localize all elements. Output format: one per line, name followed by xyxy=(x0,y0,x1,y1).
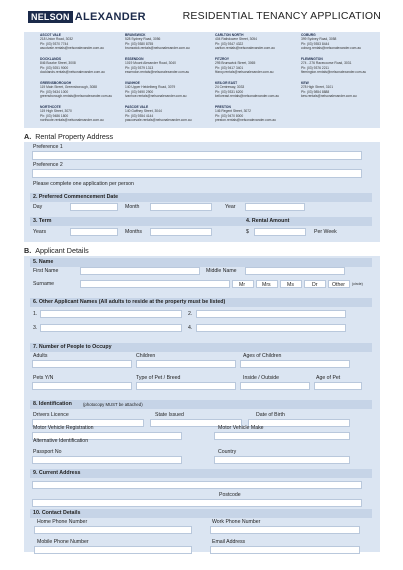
office-name: KEW xyxy=(301,81,309,85)
other-applicant-4-label: 4. xyxy=(188,325,193,331)
per-week-label: Per Week xyxy=(314,229,337,235)
email-field[interactable] xyxy=(210,546,360,554)
office-address: 528 Sydney Road, 3056 xyxy=(125,37,161,42)
office-directory xyxy=(24,32,380,128)
office-name: ASCOT VALE xyxy=(40,33,62,37)
other-applicant-2-label: 2. xyxy=(188,311,193,317)
office-email: fitzroy.rentals@nelsonalexander.com.au xyxy=(215,69,274,74)
office-entry xyxy=(301,57,387,74)
preference-2-label: Preference 2 xyxy=(33,162,63,168)
other-applicant-4-field[interactable] xyxy=(196,324,346,332)
office-email: ascotvale.rentals@nelsonalexander.com.au xyxy=(40,45,104,50)
contact-heading: 10. Contact Details xyxy=(33,510,81,516)
months-label: Months xyxy=(125,229,143,235)
office-phone: Ph: (03) 9490 2900 xyxy=(125,89,154,94)
contact-band xyxy=(30,509,372,518)
other-applicant-1-label: 1. xyxy=(33,311,38,317)
ages-of-children-label: Ages of Children xyxy=(243,353,282,359)
section-a-heading xyxy=(24,132,113,141)
address-band xyxy=(30,469,372,478)
state-issued-label: State Issued xyxy=(155,412,184,418)
office-address: 1019 Mount Alexander Road, 3040 xyxy=(125,61,176,66)
office-entry xyxy=(125,57,211,74)
office-email: kew.rentals@nelsonalexander.com.au xyxy=(301,93,357,98)
section-b-heading xyxy=(24,246,89,255)
term-heading: 3. Term xyxy=(33,218,52,224)
other-applicant-3-label: 3. xyxy=(33,325,38,331)
surname-label: Surname xyxy=(33,281,55,287)
office-name: FITZROY xyxy=(215,57,230,61)
email-label: Email Address xyxy=(212,539,246,545)
office-entry xyxy=(125,33,211,50)
office-entry xyxy=(40,33,126,50)
vehicle-registration-label: Motor Vehicle Registration xyxy=(33,425,94,431)
name-heading: 5. Name xyxy=(33,259,54,265)
dollar-label: $ xyxy=(246,229,249,235)
month-label: Month xyxy=(125,204,140,210)
section-a-title: Rental Property Address xyxy=(35,132,114,141)
office-phone: Ph: (03) 9353 8444 xyxy=(301,41,330,46)
date-of-birth-label: Date of Birth xyxy=(256,412,285,418)
preference-1-label: Preference 1 xyxy=(33,144,63,150)
one-application-note: Please complete one application per person xyxy=(33,181,134,187)
office-email: flemington.rentals@nelsonalexander.com.au xyxy=(301,69,367,74)
office-address: 399 Sydney Road, 3058 xyxy=(301,37,337,42)
office-phone: Ph: (03) 9370 7744 xyxy=(40,41,69,46)
middle-name-label: Middle Name xyxy=(206,268,237,274)
title-mr-label: Mr xyxy=(239,282,246,288)
vehicle-make-field[interactable] xyxy=(214,432,350,440)
office-email: docklands.rentals@nelsonalexander.com.au xyxy=(40,69,105,74)
logo-right: ALEXANDER xyxy=(74,10,146,23)
mobile-phone-label: Mobile Phone Number xyxy=(37,539,89,545)
rental-amount-field[interactable] xyxy=(254,228,306,236)
office-address: 295 Brunswick Street, 3065 xyxy=(215,61,256,66)
inside-outside-field[interactable] xyxy=(240,382,310,390)
office-email: coburg.rentals@nelsonalexander.com.au xyxy=(301,45,361,50)
preference-1-field[interactable] xyxy=(32,151,362,160)
office-phone: Ph: (03) 9380 8755 xyxy=(125,41,154,46)
office-address: 278 High Street, 3101 xyxy=(301,85,334,90)
work-phone-label: Work Phone Number xyxy=(212,519,261,525)
alternative-id-label: Alternative Identification xyxy=(33,438,89,444)
office-phone: Ph: (03) 9434 1000 xyxy=(40,89,69,94)
office-name: CARLTON NORTH xyxy=(215,33,244,37)
day-field[interactable] xyxy=(70,203,118,211)
office-email: brunswick.rentals@nelsonalexander.com.au xyxy=(125,45,190,50)
surname-field[interactable] xyxy=(80,280,230,288)
office-email: northcote.rentals@nelsonalexander.com.au xyxy=(40,117,104,122)
section-b-letter: B. xyxy=(24,246,32,255)
children-field[interactable] xyxy=(136,360,236,368)
office-address: 119 Main Street, Greensborough, 3088 xyxy=(40,85,97,90)
home-phone-field[interactable] xyxy=(34,526,192,534)
term-rental-band xyxy=(30,217,372,226)
office-address: 846 Bourke Street, 3008 xyxy=(40,61,76,66)
inside-outside-label: Inside / Outside xyxy=(243,375,280,381)
work-phone-field[interactable] xyxy=(210,526,360,534)
month-field[interactable] xyxy=(150,203,212,211)
preference-2-field[interactable] xyxy=(32,169,362,178)
office-address: 140 Gaffney Street, 3044 xyxy=(125,109,162,114)
first-name-label: First Name xyxy=(33,268,59,274)
office-entry xyxy=(40,105,126,122)
title-dr-option[interactable] xyxy=(304,280,326,288)
office-phone: Ph: (03) 9470 8000 xyxy=(215,113,244,118)
title-other-option[interactable] xyxy=(328,280,350,288)
office-name: DOCKLANDS xyxy=(40,57,62,61)
pet-type-label: Type of Pet / Breed xyxy=(136,375,181,381)
office-address: 218 Union Road, 3032 xyxy=(40,37,73,42)
office-address: 24 Centreway, 3033 xyxy=(215,85,245,90)
circle-note: (circle) xyxy=(352,282,363,286)
other-applicant-2-field[interactable] xyxy=(196,310,346,318)
office-email: carlton.rentals@nelsonalexander.com.au xyxy=(215,45,275,50)
postcode-label: Postcode xyxy=(219,492,241,498)
country-field[interactable] xyxy=(214,456,350,464)
office-phone: Ph: (03) 9379 1313 xyxy=(125,65,154,70)
identification-note: (photocopy MUST be attached) xyxy=(83,402,143,407)
office-entry xyxy=(40,57,126,74)
vehicle-make-label: Motor Vehicle Make xyxy=(218,425,264,431)
other-applicants-heading: 6. Other Applicant Names (All adults to reside at the property must be listed) xyxy=(33,299,226,305)
office-name: COBURG xyxy=(301,33,316,37)
years-field[interactable] xyxy=(70,228,118,236)
address-line-1-field[interactable] xyxy=(32,481,362,489)
passport-field[interactable] xyxy=(32,456,182,464)
title-mrs-label: Mrs xyxy=(262,282,271,288)
year-field[interactable] xyxy=(245,203,305,211)
office-name: IVANHOE xyxy=(125,81,140,85)
office-address: 140 Upper Heidelberg Road, 3079 xyxy=(125,85,176,90)
section-b-title: Applicant Details xyxy=(35,246,89,255)
office-name: GREENSBOROUGH xyxy=(40,81,72,85)
drivers-licence-label: Drivers Licence xyxy=(33,412,69,418)
office-entry xyxy=(301,81,387,98)
office-phone: Ph: (03) 9347 4322 xyxy=(215,41,244,46)
office-name: PRESTON xyxy=(215,105,231,109)
office-phone: Ph: (03) 9376 2211 xyxy=(301,65,329,70)
home-phone-label: Home Phone Number xyxy=(37,519,88,525)
page-title: RESIDENTIAL TENANCY APPLICATION xyxy=(182,10,381,22)
pets-field[interactable] xyxy=(32,382,132,390)
section-a-letter: A. xyxy=(24,132,32,141)
office-phone: Ph: (03) 9854 8888 xyxy=(301,89,330,94)
age-of-pet-field[interactable] xyxy=(314,382,362,390)
office-entry xyxy=(215,33,301,50)
office-name: FLEMINGTON xyxy=(301,57,323,61)
passport-label: Passport No xyxy=(33,449,62,455)
office-phone: Ph: (03) 9486 1800 xyxy=(40,113,69,118)
office-email: pascoevale.rentals@nelsonalexander.com.au xyxy=(125,117,192,122)
office-email: ivanhoe.rentals@nelsonalexander.com.au xyxy=(125,93,187,98)
other-applicant-3-field[interactable] xyxy=(40,324,182,332)
title-ms-label: Ms xyxy=(287,282,294,288)
occupy-heading: 7. Number of People to Occupy xyxy=(33,344,112,350)
office-name: BRUNSWICK xyxy=(125,33,146,37)
office-phone: Ph: (03) 9251 9000 xyxy=(40,65,69,70)
adults-field[interactable] xyxy=(32,360,132,368)
office-address: 274 - 276 Racecourse Road, 3031 xyxy=(301,61,352,66)
years-label: Years xyxy=(33,229,47,235)
age-of-pet-label: Age of Pet xyxy=(316,375,341,381)
address-line-2-field[interactable] xyxy=(32,499,362,507)
office-entry xyxy=(125,81,211,98)
pets-label: Pets Y/N xyxy=(33,375,54,381)
ages-of-children-field[interactable] xyxy=(240,360,350,368)
office-address: 404 Rathdowne Street, 3054 xyxy=(215,37,257,42)
office-entry xyxy=(125,105,211,122)
adults-label: Adults xyxy=(33,353,48,359)
office-email: preston.rentals@nelsonalexander.com.au xyxy=(215,117,276,122)
office-entry xyxy=(40,81,126,98)
office-phone: Ph: (03) 9331 6200 xyxy=(215,89,244,94)
office-name: ESSENDON xyxy=(125,57,144,61)
first-name-field[interactable] xyxy=(80,267,200,275)
rental-heading: 4. Rental Amount xyxy=(246,218,290,224)
office-phone: Ph: (03) 9417 3401 xyxy=(215,65,244,70)
office-entry xyxy=(301,33,387,50)
title-dr-label: Dr xyxy=(312,282,318,288)
title-mr-option[interactable] xyxy=(232,280,254,288)
mobile-phone-field[interactable] xyxy=(34,546,192,554)
year-label: Year xyxy=(225,204,236,210)
pet-type-field[interactable] xyxy=(136,382,236,390)
address-heading: 9. Current Address xyxy=(33,470,81,476)
other-applicant-1-field[interactable] xyxy=(40,310,182,318)
identification-band xyxy=(30,400,372,409)
office-name: KEILOR EAST xyxy=(215,81,238,85)
children-label: Children xyxy=(136,353,156,359)
company-logo xyxy=(28,9,146,24)
title-ms-option[interactable] xyxy=(280,280,302,288)
day-label: Day xyxy=(33,204,43,210)
office-address: 119 High Street, 3070 xyxy=(40,109,72,114)
months-field[interactable] xyxy=(150,228,212,236)
commencement-heading: 2. Preferred Commencement Date xyxy=(33,194,119,200)
country-label: Country xyxy=(218,449,237,455)
title-mrs-option[interactable] xyxy=(256,280,278,288)
office-entry xyxy=(215,57,301,74)
office-name: PASCOE VALE xyxy=(125,105,149,109)
office-entry xyxy=(215,81,301,98)
office-entry xyxy=(215,105,301,122)
logo-left: NELSON xyxy=(28,11,73,23)
title-other-label: Other xyxy=(332,282,345,288)
office-email: greensborough.rentals@nelsonalexander.com.au xyxy=(40,93,113,98)
office-email: essendon.rentals@nelsonalexander.com.au xyxy=(125,69,190,74)
middle-name-field[interactable] xyxy=(245,267,345,275)
office-phone: Ph: (03) 9354 4144 xyxy=(125,113,154,118)
office-name: NORTHCOTE xyxy=(40,105,61,109)
office-address: 146 Regent Street, 3072 xyxy=(215,109,251,114)
name-heading-band xyxy=(30,258,372,267)
office-email: keiloreast.rentals@nelsonalexander.com.au xyxy=(215,93,280,98)
identification-heading: 8. Identification xyxy=(33,401,72,407)
